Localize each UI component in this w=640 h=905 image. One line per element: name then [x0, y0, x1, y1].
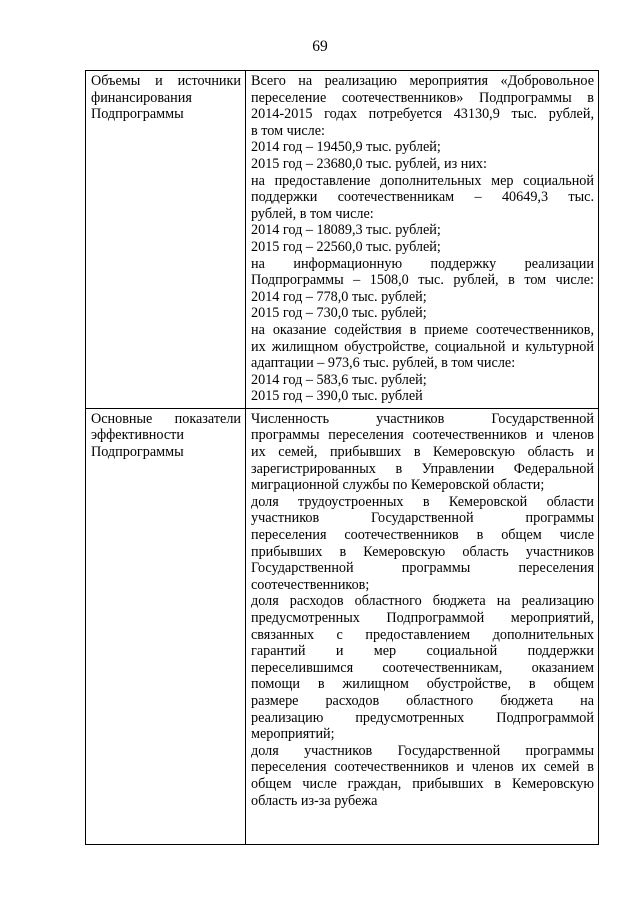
content-line: переселение соотечественников» Подпрограммы в: [251, 89, 594, 106]
subprogram-passport-table: [85, 70, 599, 845]
content-line: доля трудоустроенных в Кемеровской области: [251, 493, 594, 510]
content-line: 2015 год – 730,0 тыс. рублей;: [251, 305, 427, 322]
content-line: Подпрограммы – 1508,0 тыс. рублей, в том числе:: [251, 272, 594, 289]
content-line: 2014 год – 18089,3 тыс. рублей;: [251, 222, 441, 239]
content-line: зарегистрированных в Управлении Федеральной: [251, 460, 594, 477]
content-line: размере расходов областного бюджета на: [251, 692, 594, 709]
content-line: 2015 год – 23680,0 тыс. рублей, из них:: [251, 155, 487, 172]
content-line: на информационную поддержку реализации: [251, 255, 594, 272]
content-line: 2015 год – 390,0 тыс. рублей: [251, 388, 423, 405]
content-line: Численность участников Государственной: [251, 410, 594, 427]
content-line: их жилищном обустройстве, социальной и культурной: [251, 338, 594, 355]
content-line: 2014 год – 19450,9 тыс. рублей;: [251, 139, 441, 156]
content-line: помощи в жилищном обустройстве, в общем: [251, 676, 594, 693]
content-line: поддержки соотечественникам – 40649,3 тыс.: [251, 189, 594, 206]
content-line: на предоставление дополнительных мер социальной: [251, 172, 594, 189]
content-line: Государственной программы переселения: [251, 560, 594, 577]
page-number: 69: [312, 38, 328, 55]
row-label: Основные показатели эффективности Подпрограммы: [86, 408, 246, 844]
content-line: соотечественников;: [251, 576, 370, 593]
content-line: на оказание содействия в приеме соотечественников,: [251, 321, 594, 338]
content-line: 2014 год – 778,0 тыс. рублей;: [251, 288, 427, 305]
content-line: миграционной службы по Кемеровской области;: [251, 477, 545, 494]
content-line: область из-за рубежа: [251, 792, 378, 809]
content-line: прибывших в Кемеровскую область участников: [251, 543, 594, 560]
content-line: переселившимся соотечественникам, оказанием: [251, 659, 594, 676]
content-line: в том числе:: [251, 122, 325, 139]
content-line: реализацию предусмотренных Подпрограммой: [251, 709, 594, 726]
content-line: доля расходов областного бюджета на реализацию: [251, 593, 594, 610]
content-line: рублей, в том числе:: [251, 205, 374, 222]
content-line: переселения соотечественников в общем числе: [251, 527, 594, 544]
content-line: адаптации – 973,6 тыс. рублей, в том числе:: [251, 355, 516, 372]
table-row: [86, 408, 599, 844]
content-line: их семей, прибывших в Кемеровскую область и: [251, 444, 594, 461]
content-line: доля участников Государственной программы: [251, 742, 594, 759]
table-row: [86, 71, 599, 409]
content-line: гарантий и мер социальной поддержки: [251, 643, 594, 660]
content-line: предусмотренных Подпрограммой мероприятий,: [251, 610, 594, 626]
content-line: переселения соотечественников и членов их семей в: [251, 759, 594, 776]
content-line: общем числе граждан, прибывших в Кемеровскую: [251, 775, 594, 792]
content-line: участников Государственной программы: [251, 510, 594, 527]
row-label: Объемы и источники финансирования Подпрограммы: [86, 71, 246, 409]
content-line: Всего на реализацию мероприятия «Добровольное: [251, 73, 594, 89]
content-line: 2015 год – 22560,0 тыс. рублей;: [251, 238, 441, 255]
content-line: связанных с предоставлением дополнительных: [251, 626, 594, 643]
content-line: мероприятий;: [251, 726, 335, 743]
content-line: 2014 год – 583,6 тыс. рублей;: [251, 371, 427, 388]
content-line: 2014-2015 годах потребуется 43130,9 тыс. рублей,: [251, 106, 594, 123]
row-content: [246, 408, 599, 844]
row-content: [246, 71, 599, 409]
content-line: программы переселения соотечественников и членов: [251, 427, 594, 444]
